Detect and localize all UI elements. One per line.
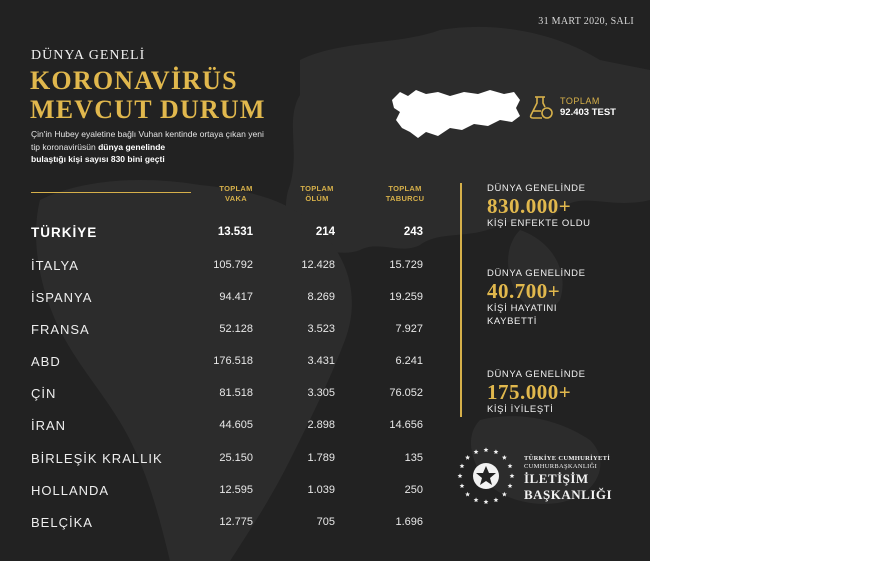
- country-name: TÜRKİYE: [31, 225, 98, 240]
- stat-number: 175.000+: [487, 380, 572, 404]
- emblem-star: [508, 483, 513, 488]
- logo-line-1: TÜRKİYE CUMHURİYETİ: [524, 455, 611, 462]
- stat-suffix: KİŞİ ENFEKTE OLDU: [487, 218, 591, 229]
- turkey-map-icon: [390, 86, 522, 140]
- stat-number: 40.700+: [487, 279, 561, 303]
- cases-value: 176.518: [213, 355, 253, 367]
- recovered-value: 1.696: [395, 516, 423, 528]
- test-label: TOPLAM: [560, 96, 600, 106]
- stat-prefix: DÜNYA GENELİNDE: [487, 183, 586, 194]
- emblem-star: [465, 492, 470, 497]
- recovered-value: 250: [404, 484, 423, 496]
- logo-line-2: CUMHURBAŞKANLIĞI: [524, 463, 598, 470]
- stat-number: 830.000+: [487, 194, 572, 218]
- stat-suffix: KİŞİ İYİLEŞTİ: [487, 404, 554, 415]
- deaths-value: 8.269: [307, 291, 335, 303]
- deaths-value: 1.039: [307, 484, 335, 496]
- emblem-star: [460, 483, 465, 488]
- cases-value: 13.531: [217, 226, 253, 238]
- table-row: [0, 386, 450, 406]
- table-row: [0, 322, 450, 342]
- stat-suffix: KAYBETTİ: [487, 316, 538, 327]
- recovered-value: 14.656: [389, 419, 423, 431]
- cases-value: 44.605: [219, 419, 253, 431]
- emblem-star: [502, 492, 507, 497]
- deaths-value: 2.898: [307, 419, 335, 431]
- stat-suffix: KİŞİ HAYATINI: [487, 303, 558, 314]
- date-label: 31 MART 2020, SALI: [538, 16, 634, 27]
- recovered-value: 135: [404, 452, 423, 464]
- intro-bold-1: dünya genelinde: [98, 141, 166, 152]
- recovered-value: 7.927: [395, 323, 423, 335]
- table-row: [0, 483, 450, 503]
- table-row: [0, 354, 450, 374]
- cases-value: 105.792: [213, 259, 253, 271]
- column-header-line: VAKA: [225, 194, 247, 203]
- title-line-1: KORONAVİRÜS: [30, 66, 238, 95]
- emblem-star: [474, 449, 479, 454]
- deaths-value: 3.431: [307, 355, 335, 367]
- country-name: İRAN: [31, 418, 67, 433]
- column-header-line: TABURCU: [385, 194, 425, 203]
- stat-infected: [487, 183, 591, 230]
- emblem-star: [484, 447, 489, 452]
- intro-paragraph: [31, 128, 271, 166]
- country-name: İTALYA: [31, 258, 79, 273]
- main-title: [30, 66, 290, 124]
- emblem-star: [474, 497, 479, 502]
- table-row: [0, 515, 450, 535]
- cases-value: 25.150: [219, 452, 253, 464]
- deaths-value: 3.305: [307, 387, 335, 399]
- table-row: [0, 451, 450, 471]
- emblem-star: [465, 455, 470, 460]
- stat-prefix: DÜNYA GENELİNDE: [487, 369, 586, 380]
- table-row: [0, 290, 450, 310]
- table-row: [0, 258, 450, 278]
- country-name: ÇİN: [31, 386, 57, 401]
- test-text: [560, 96, 616, 118]
- stat-recovered: [487, 369, 586, 416]
- recovered-value: 19.259: [389, 291, 423, 303]
- table-row: [0, 225, 450, 245]
- cases-value: 81.518: [219, 387, 253, 399]
- recovered-value: 76.052: [389, 387, 423, 399]
- country-name: BELÇİKA: [31, 515, 93, 530]
- kicker-title: DÜNYA GENELİ: [31, 48, 146, 63]
- deaths-value: 3.523: [307, 323, 335, 335]
- logo-line-3: İLETİŞİM: [524, 471, 589, 486]
- recovered-value: 6.241: [395, 355, 423, 367]
- emblem-star: [458, 473, 463, 478]
- emblem-star: [510, 473, 515, 478]
- stat-deaths: [487, 268, 586, 328]
- stat-prefix: DÜNYA GENELİNDE: [487, 268, 586, 279]
- emblem-star: [493, 497, 498, 502]
- emblem-star: [460, 463, 465, 468]
- cases-value: 12.595: [219, 484, 253, 496]
- country-name: ABD: [31, 354, 61, 369]
- title-line-2: MEVCUT DURUM: [30, 95, 266, 124]
- emblem-star: [508, 463, 513, 468]
- emblem-star: [484, 499, 489, 504]
- emblem-star: [502, 455, 507, 460]
- column-header-recovered: [370, 184, 440, 204]
- recovered-value: 15.729: [389, 259, 423, 271]
- recovered-value: 243: [403, 226, 423, 238]
- column-header-line: TOPLAM: [219, 184, 253, 193]
- country-name: HOLLANDA: [31, 483, 110, 498]
- star-emblem-icon: [455, 445, 517, 507]
- intro-text: Çin'in Hubey eyaletine bağlı Vuhan kentinde ortaya çıkan yeni tip koronavirüsün: [31, 129, 264, 152]
- column-header-line: TOPLAM: [388, 184, 422, 193]
- column-header-cases: [201, 184, 271, 204]
- country-name: BİRLEŞİK KRALLIK: [31, 451, 163, 466]
- deaths-value: 1.789: [307, 452, 335, 464]
- intro-bold-2: bulaştığı kişi sayısı 830 bini geçti: [31, 154, 165, 164]
- header-divider: [31, 192, 191, 193]
- table-row: [0, 418, 450, 438]
- deaths-value: 705: [316, 516, 335, 528]
- deaths-value: 12.428: [301, 259, 335, 271]
- total-test-box: [528, 94, 616, 120]
- test-value: 92.403 TEST: [560, 107, 616, 118]
- cases-value: 94.417: [219, 291, 253, 303]
- lab-flask-icon: [528, 94, 554, 120]
- cases-value: 52.128: [219, 323, 253, 335]
- stats-divider: [460, 183, 462, 417]
- logo-line-4: BAŞKANLIĞI: [524, 487, 613, 502]
- country-name: FRANSA: [31, 322, 90, 337]
- deaths-value: 214: [315, 226, 335, 238]
- emblem-star: [493, 449, 498, 454]
- cases-value: 12.775: [219, 516, 253, 528]
- logo-text: [524, 455, 612, 502]
- column-header-line: ÖLÜM: [305, 194, 329, 203]
- country-name: İSPANYA: [31, 290, 93, 305]
- column-header-line: TOPLAM: [300, 184, 334, 193]
- column-header-deaths: [282, 184, 352, 204]
